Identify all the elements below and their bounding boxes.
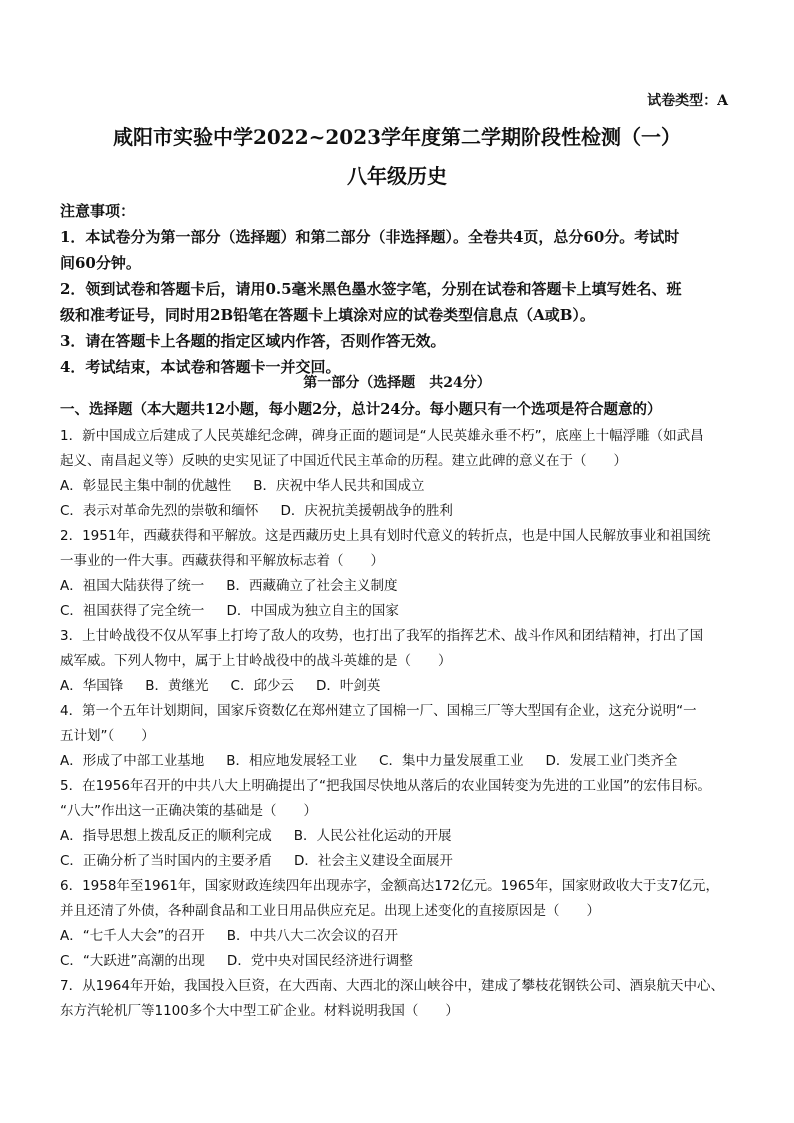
question-list [60, 424, 740, 1024]
option-b: B．庆祝中华人民共和国成立 [253, 478, 425, 494]
option-a: A．形成了中部工业基地 [60, 753, 205, 769]
option-row [60, 474, 740, 499]
option-a: A．指导思想上拨乱反正的顺利完成 [60, 828, 272, 844]
option-b: B．中共八大二次会议的召开 [226, 928, 398, 944]
option-d: D．庆祝抗美援朝战争的胜利 [280, 503, 453, 519]
question-stem-line: 6．1958年至1961年，国家财政连续四年出现赤字，金额高达172亿元。1965年，国家财政收大于支7亿元， [60, 878, 720, 894]
option-row [60, 749, 740, 774]
question-stem-line: 5．在1956年召开的中共八大上明确提出了“把我国尽快地从落后的农业国转变为先进的工业国”的宏伟目标。 [60, 778, 711, 794]
option-a: A．华国锋 [60, 678, 124, 694]
question-stem-line: 并且还清了外债，各种副食品和工业日用品供应充足。出现上述变化的直接原因是（ ） [60, 903, 600, 919]
option-d: D．党中央对国民经济进行调整 [226, 953, 413, 969]
option-row [60, 949, 740, 974]
question-stem-line: 3．上甘岭战役不仅从军事上打垮了敌人的攻势，也打出了我军的指挥艺术、战斗作风和团结精神，打出了国 [60, 628, 704, 644]
instruction-line: 级和准考证号，同时用2B铅笔在答题卡上填涂对应的试卷类型信息点（A或B）。 [60, 306, 595, 324]
exam-title: 咸阳市实验中学2022~2023学年度第二学期阶段性检测（一） [112, 125, 682, 149]
option-d: D．社会主义建设全面展开 [293, 853, 453, 869]
question-stem-line: 起义、南昌起义等）反映的史实见证了中国近代民主革命的历程。建立此碑的意义在于（ ） [60, 453, 627, 469]
question-stem-line: 五计划”（ ） [60, 728, 155, 744]
section-heading: 一、选择题（本大题共12小题，每小题2分，总计24分。每小题只有一个选项是符合题意的） [60, 401, 662, 418]
instruction-line: 2．领到试卷和答题卡后，请用0.5毫米黑色墨水签字笔，分别在试卷和答题卡上填写姓名、班 [60, 280, 682, 298]
question-stem-line: 一事业的一件大事。西藏获得和平解放标志着（ ） [60, 553, 384, 569]
option-a: A．“七千人大会”的召开 [60, 928, 205, 944]
instruction-line: 3．请在答题卡上各题的指定区域内作答，否则作答无效。 [60, 332, 446, 350]
option-c: C．表示对革命先烈的崇敬和缅怀 [60, 503, 259, 519]
instruction-line: 1．本试卷分为第一部分（选择题）和第二部分（非选择题）。全卷共4页，总分60分。考试时 [60, 228, 680, 246]
instruction-line: 间60分钟。 [60, 254, 141, 272]
option-b: B．相应地发展轻工业 [226, 753, 358, 769]
question-stem-line: 2．1951年，西藏获得和平解放。这是西藏历史上具有划时代意义的转折点，也是中国人民解放事业和祖国统 [60, 528, 711, 544]
question-stem-line: “八大”作出这一正确决策的基础是（ ） [60, 803, 317, 819]
option-row [60, 824, 740, 849]
option-d: D．发展工业门类齐全 [545, 753, 678, 769]
option-b: B．黄继光 [145, 678, 209, 694]
instructions-heading: 注意事项： [60, 202, 136, 220]
option-row [60, 499, 740, 524]
question-stem-line: 7．从1964年开始，我国投入巨资，在大西南、大西北的深山峡谷中，建成了攀枝花钢铁公司、酒泉航天中心、 [60, 978, 724, 994]
question-stem-line: 1．新中国成立后建成了人民英雄纪念碑，碑身正面的题词是“人民英雄永垂不朽”，底座上十幅浮雕（如武昌 [60, 428, 704, 444]
option-c: C．邱少云 [230, 678, 294, 694]
option-d: D．中国成为独立自主的国家 [226, 603, 399, 619]
question-stem-line: 4．第一个五年计划期间，国家斥资数亿在郑州建立了国棉一厂、国棉三厂等大型国有企业，这充分说明“一 [60, 703, 697, 719]
option-row [60, 574, 740, 599]
option-c: C．集中力量发展重工业 [379, 753, 524, 769]
option-row [60, 599, 740, 624]
option-d: D．叶剑英 [315, 678, 381, 694]
option-c: C．祖国获得了完全统一 [60, 603, 205, 619]
option-b: B．西藏确立了社会主义制度 [226, 578, 398, 594]
option-c: C．正确分析了当时国内的主要矛盾 [60, 853, 272, 869]
paper-type-label: 试卷类型：A [647, 93, 728, 109]
instructions-block [60, 198, 740, 380]
option-row [60, 674, 740, 699]
option-b: B．人民公社化运动的开展 [293, 828, 452, 844]
question-stem-line: 威军威。下列人物中，属于上甘岭战役中的战斗英雄的是（ ） [60, 653, 452, 669]
part-one-title: 第一部分（选择题 共24分） [303, 375, 491, 391]
option-c: C．“大跃进”高潮的出现 [60, 953, 205, 969]
option-row [60, 849, 740, 874]
question-stem-line: 东方汽轮机厂等1100多个大中型工矿企业。材料说明我国（ ） [60, 1003, 459, 1019]
instruction-line: 4．考试结束，本试卷和答题卡一并交回。 [60, 358, 341, 376]
exam-subtitle: 八年级历史 [347, 164, 447, 188]
option-row [60, 924, 740, 949]
option-a: A．祖国大陆获得了统一 [60, 578, 205, 594]
option-a: A．彰显民主集中制的优越性 [60, 478, 232, 494]
